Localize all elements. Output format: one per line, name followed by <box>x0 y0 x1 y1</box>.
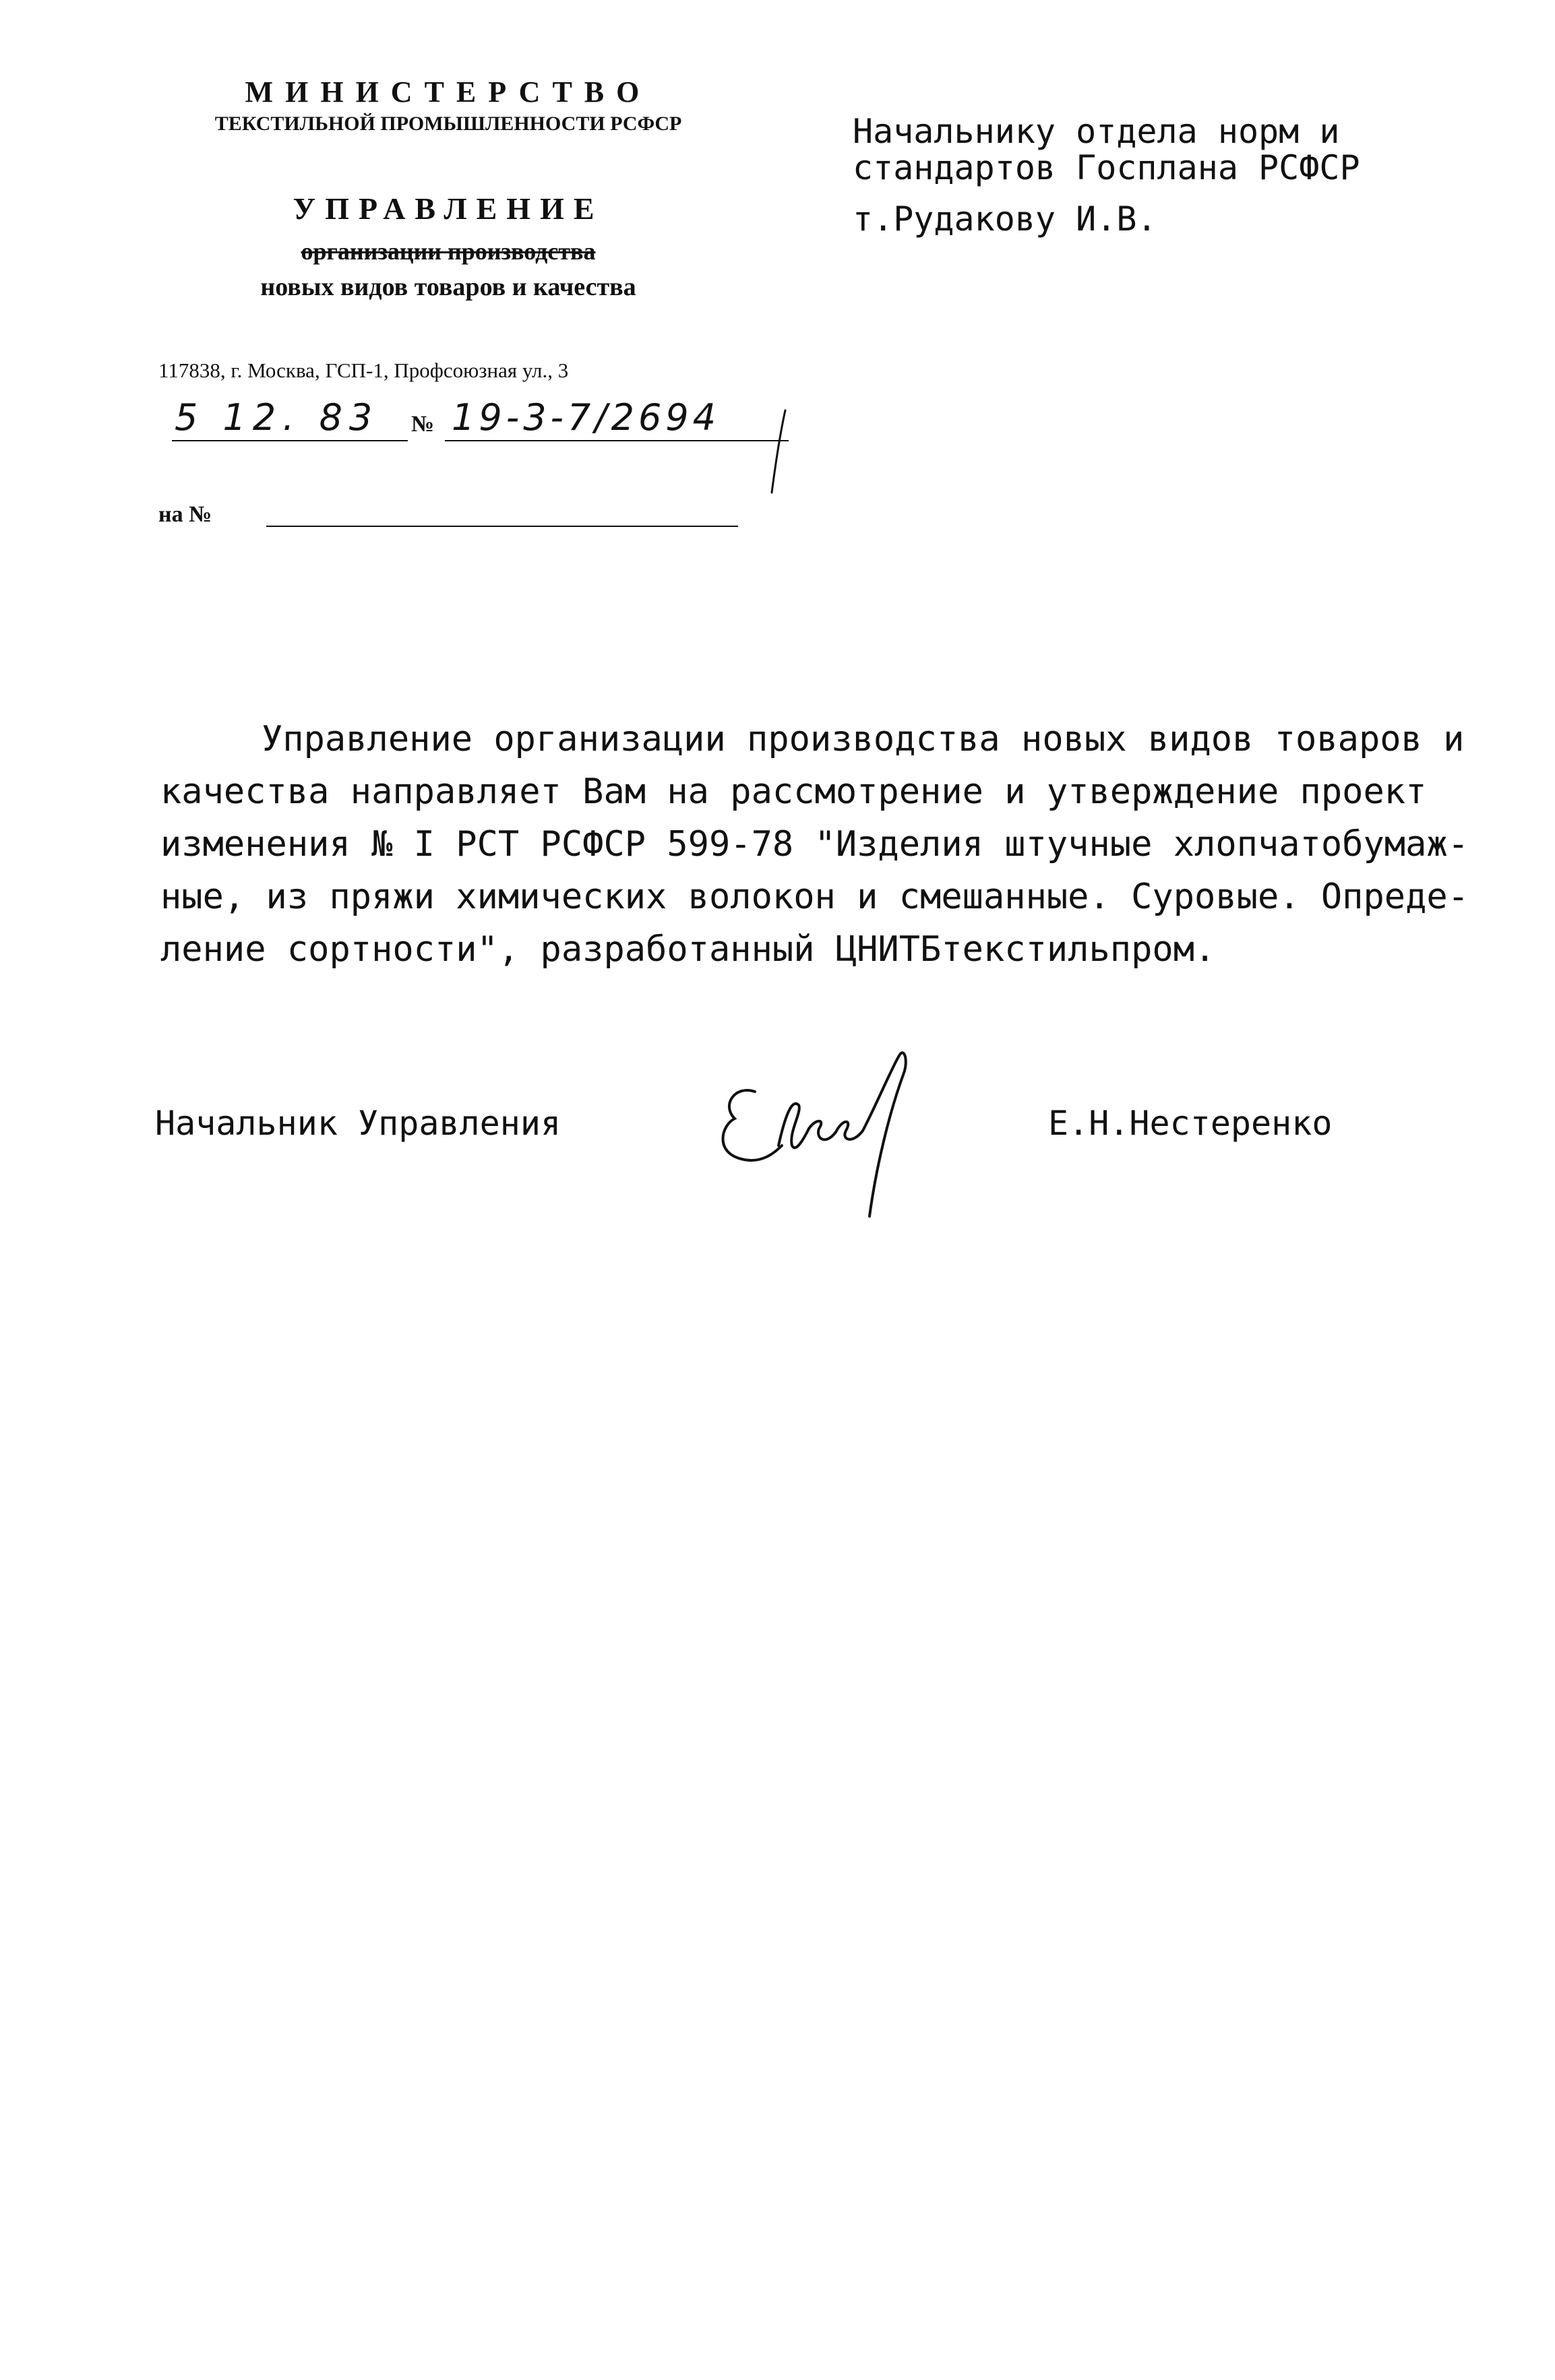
handwritten-signature-icon <box>708 1051 923 1226</box>
reference-label: на № <box>158 502 212 527</box>
department-subtitle: новых видов товаров и качества <box>260 273 636 301</box>
body-line: ление сортности", разработанный ЦНИТБтекстильпром. <box>160 929 1216 970</box>
recipient-line-2: стандартов Госплана РСФСР <box>853 148 1360 187</box>
body-line: Управление организации производства новых видов товаров и <box>262 719 1465 759</box>
signatory-position: Начальник Управления <box>155 1104 561 1143</box>
recipient-line-1: Начальнику отдела норм и <box>853 112 1340 151</box>
recipient-block <box>853 113 1360 237</box>
registration-number-label: № <box>411 412 435 437</box>
recipient-name: т.Рудакову И.В. <box>853 199 1157 239</box>
signature-row <box>155 1051 1436 1226</box>
letterhead-address: 117838, г. Москва, ГСП-1, Профсоюзная ул., 3 <box>158 358 569 382</box>
reference-blank-field <box>266 526 738 527</box>
struck-words: организации производства <box>301 238 596 265</box>
reference-line <box>158 502 738 536</box>
signatory-name: Е.Н.Нестеренко <box>1048 1104 1333 1143</box>
handwritten-stroke-icon <box>765 408 792 495</box>
ministry-name: МИНИСТЕРСТВО <box>245 75 652 108</box>
body-line: ные, из пряжи химических волокон и смешанные. Суровые. Опреде- <box>160 877 1469 917</box>
registration-number: 19-3-7/2694 <box>445 394 789 441</box>
letterhead <box>135 74 762 303</box>
department-struck-text <box>135 236 762 267</box>
body-line: изменения № I РСТ РСФСР 599-78 "Изделия штучные хлопчатобумаж- <box>160 824 1469 865</box>
registration-date: 5 12. 83 <box>172 394 408 441</box>
ministry-subtitle: ТЕКСТИЛЬНОЙ ПРОМЫШЛЕННОСТИ РСФСР <box>214 113 682 135</box>
letter-body <box>160 713 1468 976</box>
body-line: качества направляет Вам на рассмотрение и утверждение проект <box>160 772 1427 812</box>
registration-line <box>172 394 799 448</box>
department-title: УПРАВЛЕНИЕ <box>293 191 604 226</box>
